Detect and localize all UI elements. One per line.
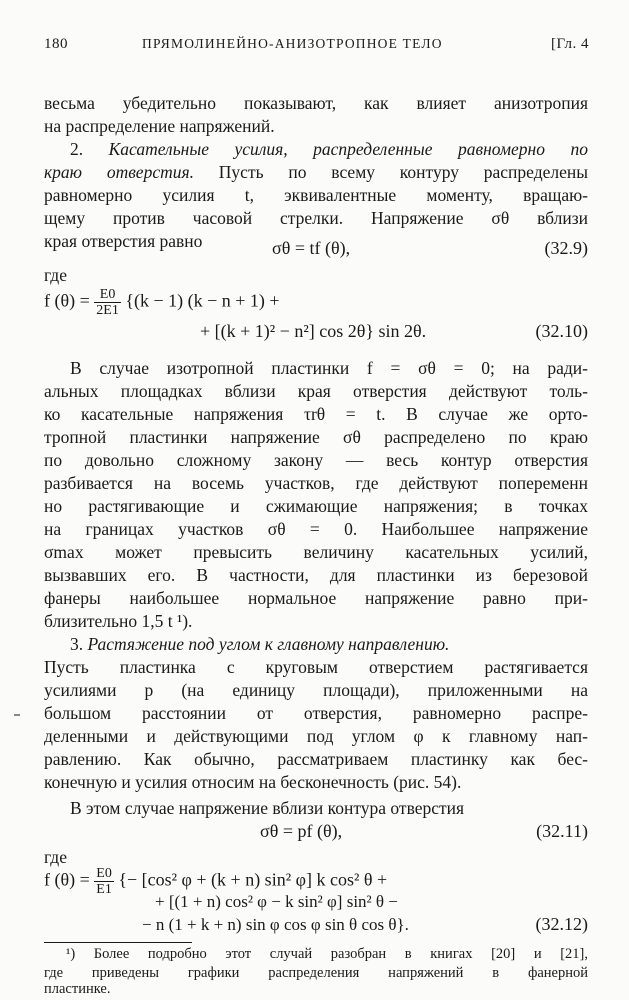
fraction [94,287,121,318]
equation-number: (32.9) [544,238,588,258]
equation-number: (32.10) [535,321,588,341]
text-line: на границах участков σθ = 0. Наибольшее напряжение [44,519,588,539]
text-line: на распределение напряжений. [44,116,275,136]
equation-32-12-line2: + [(1 + n) cos² φ − k sin² φ] sin² θ − [155,892,398,911]
text-line: усилиями p (на единицу площади), приложенными на [44,680,588,700]
section-heading: краю отверстия. [44,162,194,182]
section-heading: Растяжение под углом к главному направлению. [87,634,450,654]
equation-body: {(k − 1) (k − n + 1) + [125,290,280,311]
text-line: ко касательные напряжения τrθ = t. В случае же орто- [44,404,588,424]
text-line: вызвавших его. В частности, для пластинки из березовой [44,565,588,585]
text-line: В случае изотропной пластинки f = σθ = 0; на ради- [70,358,588,378]
text-line: тропной пластинки напряжение σθ распределено по краю [44,427,588,447]
text-line: В этом случае напряжение вблизи контура отверстия [70,798,465,818]
equation-lhs: f (θ) = [44,869,90,890]
fraction [94,866,114,897]
fraction-denominator: E1 [96,882,112,897]
text-line: σmax может превысить величину касательных усилий, [44,542,588,562]
text-line: конечную и усилия относим на бесконечность (рис. 54). [44,772,462,792]
footnote-line: ¹) Более подробно этот случай разобран в книгах [20] и [21], [66,946,588,962]
section-3-heading-line [70,633,588,656]
chapter-label: [Гл. 4 [550,36,589,52]
equation-lhs: f (θ) = [44,290,90,311]
fraction-denominator: 2E1 [96,303,119,318]
text-line: но растягивающие и сжимающие напряжения; в точках [44,496,588,516]
equation-number: (32.12) [535,914,588,934]
section-number: 2. [70,139,84,159]
section-2-heading-line [70,138,588,161]
section-number: 3. [70,634,84,654]
equation-body: {− [cos² φ + (k + n) sin² φ] k cos² θ + [118,869,388,890]
equation-32-12-line3: − n (1 + k + n) sin φ cos φ sin θ cos θ}. [142,915,409,934]
equation-32-11: σθ = pf (θ), [260,821,343,841]
margin-mark [14,714,20,716]
text-line: большом расстоянии от отверстия, равномерно распре- [44,703,588,723]
text-fragment: Пусть по всему контуру распределены [218,162,589,182]
text-line: равномерно усилия t, эквивалентные моменту, вращаю- [44,185,588,205]
fraction-numerator: E0 [94,287,121,303]
text-line: равлению. Как обычно, рассматриваем пластинку как бес- [44,749,588,769]
page-number: 180 [44,36,68,52]
fraction-numerator: E0 [96,866,112,881]
where-label: где [44,265,67,285]
text-line [44,161,588,184]
text-line: разбивается на восемь участков, где действуют попеременн [44,473,588,493]
footnote-line: где приведены графики распределения напряжений в фанерной [44,965,588,981]
text-line: деленными и действующими под углом φ к главному нап- [44,726,588,746]
text-line: щему против часовой стрелки. Напряжение σθ вблизи [44,208,588,228]
text-line: близительно 1,5 t ¹). [44,611,193,631]
section-heading: Касательные усилия, распределенные равномерно по [108,139,588,159]
footnote-rule [44,942,192,943]
running-title: ПРЯМОЛИНЕЙНО-АНИЗОТРОПНОЕ ТЕЛО [142,36,443,51]
equation-number: (32.11) [536,821,588,841]
equation-32-10-line2: + [(k + 1)² − n²] cos 2θ} sin 2θ. [200,321,427,341]
footnote-line: пластинке. [44,981,111,997]
text-line: по довольно сложному закону — весь контур отверстия [44,450,588,470]
text-line: фанеры наибольшее нормальное напряжение равно при- [44,588,588,608]
equation-32-9: σθ = tf (θ), [272,238,351,258]
equation-32-10-line1 [44,287,280,318]
text-line: края отверстия равно [44,231,203,251]
text-line: Пусть пластинка с круговым отверстием растягивается [44,657,588,677]
page-header [44,36,589,62]
text-line: альных площадках вблизи края отверстия действуют толь- [44,381,588,401]
text-line: весьма убедительно показывают, как влияет анизотропия [44,93,588,113]
where-label: где [44,847,67,867]
